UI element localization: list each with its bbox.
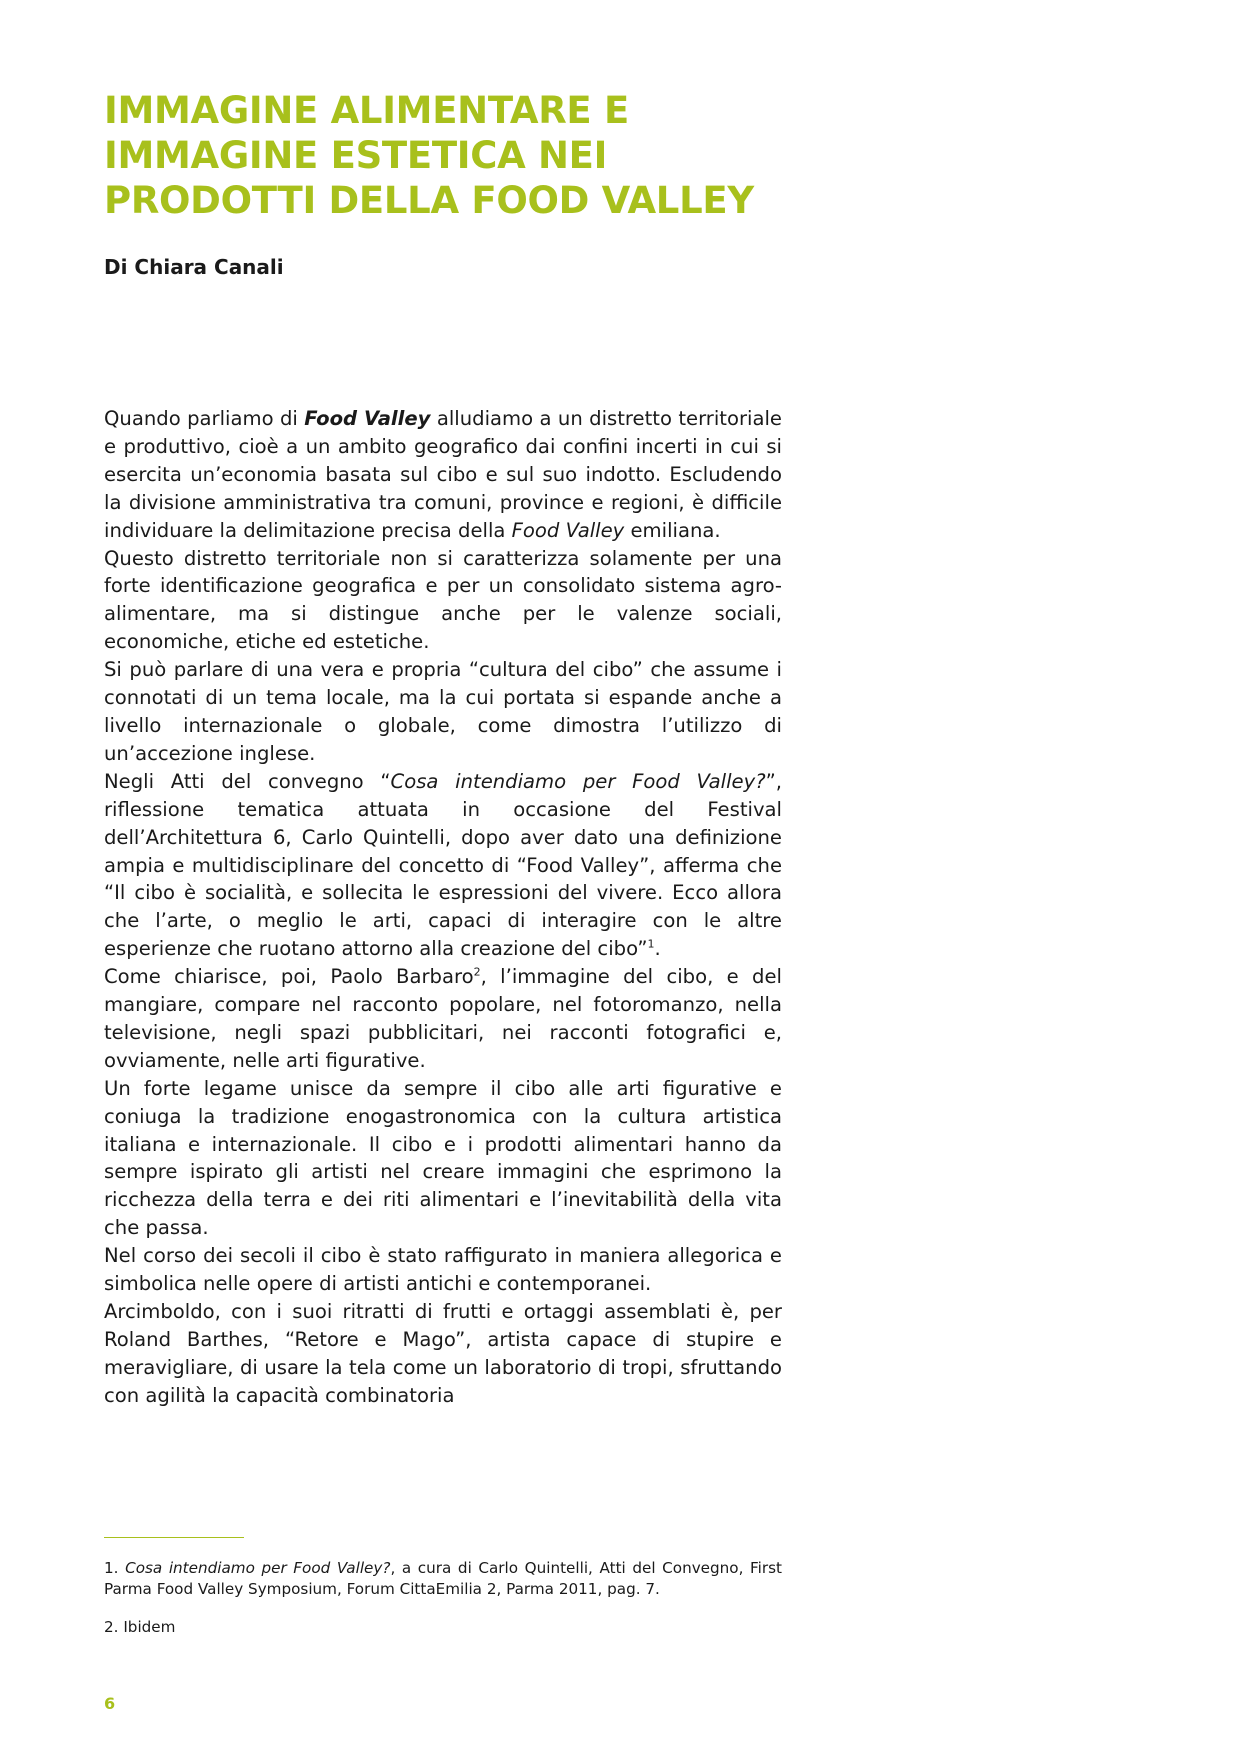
emphasis-food-valley: Food Valley	[304, 407, 431, 430]
body-paragraph-1	[104, 405, 782, 545]
title-line-2: IMMAGINE ESTETICA NEI	[104, 134, 608, 177]
body-paragraph-6: Un forte legame unisce da sempre il cibo alle arti figurative e coniuga la tradizione enogastronomica con la cultura artistica italiana e internazionale. Il cibo e i prodotti alimentari hanno da sempre ispirato gli artisti nel creare immagini che esprimono la ricchezza della terra e dei riti alimentari e l’inevitabilità della vita che passa.	[104, 1076, 782, 1240]
text-run: Negli Atti del convegno “	[104, 769, 391, 793]
article-body	[104, 405, 782, 1410]
author-byline: Di Chiara Canali	[104, 255, 284, 279]
title-line-3: PRODOTTI DELLA FOOD VALLEY	[104, 179, 754, 222]
footnote-1	[104, 1558, 782, 1600]
page-number: 6	[104, 1694, 116, 1713]
text-run: emiliana.	[624, 518, 721, 542]
footnote-ref-1[interactable]: 1	[647, 937, 655, 951]
text-run: .	[654, 937, 661, 961]
text-run: Come chiarisce, poi, Paolo Barbaro	[104, 965, 474, 989]
body-paragraph-4	[104, 768, 782, 963]
text-run: , l’immagine del cibo, e del mangiare, compare nel racconto popolare, nel fotoromanzo, nella televisione, negli spazi pubblicitari, nei racconti fotografici e, ovviamente, nelle arti figurative.	[104, 965, 782, 1072]
emphasis-food-valley: Food Valley	[511, 518, 625, 542]
body-paragraph-3: Si può parlare di una vera e propria “cultura del cibo” che assume i connotati di un tema locale, ma la cui portata si espande anche a livello internazionale o globale, come dimostra l’utilizzo di un’accezione inglese.	[104, 658, 782, 765]
footnote-title: Cosa intendiamo per Food Valley?	[125, 1559, 391, 1577]
footnote-number: 1.	[104, 1559, 126, 1577]
article-title	[104, 88, 804, 223]
emphasis-convegno-title: Cosa intendiamo per Food Valley?	[390, 769, 766, 793]
title-line-1: IMMAGINE ALIMENTARE E	[104, 89, 629, 132]
footnotes	[104, 1558, 782, 1655]
text-run: alludiamo a un distretto territoriale e produttivo, cioè a un ambito geografico dai confini incerti in cui si esercita un’economia basata sul cibo e sul suo indotto. Escludendo la divisione amministrativa tra comuni, province e regioni, è difficile individuare la delimitazione precisa della	[104, 407, 782, 542]
footnote-divider	[104, 1537, 244, 1538]
body-paragraph-8: Arcimboldo, con i suoi ritratti di frutti e ortaggi assemblati è, per Roland Barthes, “Retore e Mago”, artista capace di stupire e meravigliare, di usare la tela come un laboratorio di tropi, sfruttando con agilità la capacità combinatoria	[104, 1300, 782, 1407]
body-paragraph-7: Nel corso dei secoli il cibo è stato raffigurato in maniera allegorica e simbolica nelle opere di artisti antichi e contemporanei.	[104, 1244, 782, 1296]
footnote-ref-2[interactable]: 2	[473, 965, 481, 979]
footnote-2: 2. Ibidem	[104, 1618, 176, 1636]
text-run: ”, riflessione tematica attuata in occasione del Festival dell’Architettura 6, Carlo Quintelli, dopo aver dato una definizione ampia e multidisciplinare del concetto di “Food Valley”, afferma che “Il cibo è socialità, e sollecita le espressioni del vivere. Ecco allora che l’arte, o meglio le arti, capaci di interagire con le altre esperienze che ruotano attorno alla creazione del cibo”	[104, 769, 783, 961]
text-run: , a cura di Carlo Quintelli, Atti del Convegno, First Parma Food Valley Symposium, Forum CittaEmilia 2, Parma 2011, pag. 7.	[104, 1559, 782, 1598]
text-run: Quando parliamo di	[104, 407, 305, 430]
body-paragraph-2: Questo distretto territoriale non si caratterizza solamente per una forte identificazione geografica e per un consolidato sistema agro-alimentare, ma si distingue anche per le valenze sociali, economiche, etiche ed estetiche.	[104, 546, 782, 654]
body-paragraph-5	[104, 963, 782, 1075]
